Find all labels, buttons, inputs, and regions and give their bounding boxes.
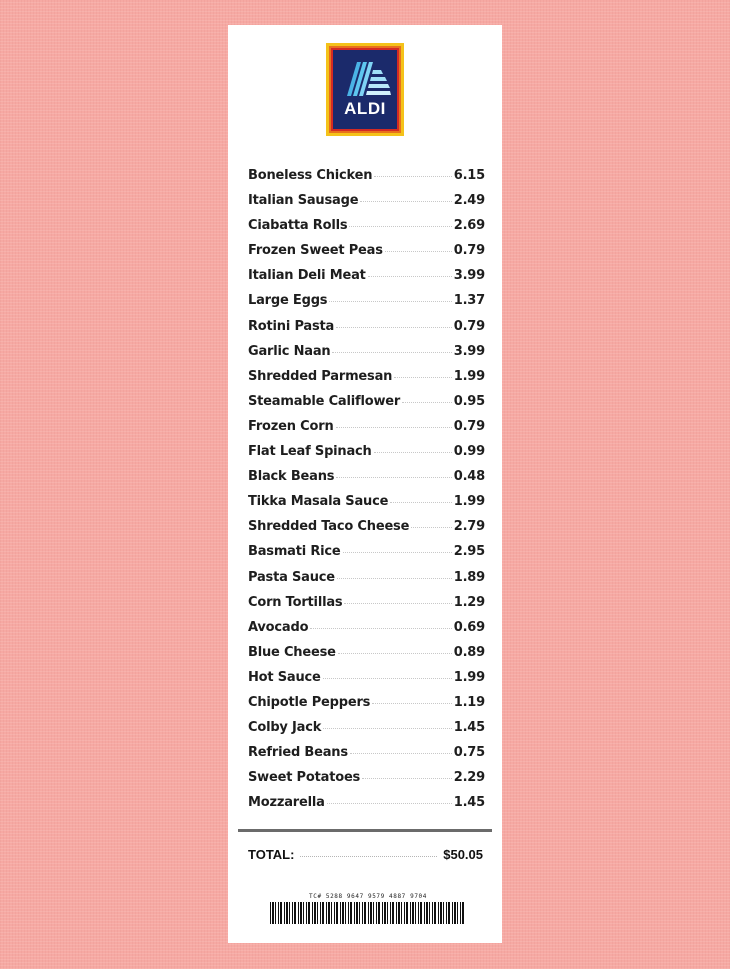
item-price: 1.45 [453,795,485,811]
dotted-leader [327,803,452,804]
item-name: Basmati Rice [248,544,341,560]
dotted-leader [349,226,451,227]
dotted-leader [402,402,452,403]
item-price: 6.15 [453,168,485,183]
dotted-leader [362,778,452,779]
item-price: 0.95 [453,393,485,409]
item-name: Avocado [248,619,309,635]
list-item [248,469,485,494]
item-price: 0.79 [453,318,485,334]
list-item [248,795,485,820]
barcode-number: TC# 5288 9647 9579 4887 9704 [309,893,427,900]
item-name: Black Beans [248,469,335,485]
list-item [248,268,485,293]
item-price: 2.69 [453,218,485,234]
list-item [248,595,485,620]
item-price: 0.48 [453,469,485,485]
list-item [248,720,485,745]
list-item [248,770,485,795]
item-list [248,168,485,820]
item-price: 1.99 [453,368,485,384]
barcode-section [270,893,466,924]
total-separator [238,829,492,832]
list-item [248,344,485,369]
dotted-leader [390,502,452,503]
item-name: Colby Jack [248,720,322,736]
item-price: 0.89 [453,644,485,660]
dotted-leader [310,628,451,629]
dotted-leader [394,377,452,378]
item-name: Steamable Califlower [248,393,401,409]
item-price: 1.99 [453,494,485,510]
item-price: 1.19 [453,694,485,710]
item-price: 3.99 [453,343,485,359]
list-item [248,369,485,394]
item-name: Tikka Masala Sauce [248,494,389,510]
item-price: 2.79 [453,519,485,535]
dotted-leader [372,703,451,704]
item-name: Corn Tortillas [248,594,343,610]
item-price: 2.49 [453,193,485,209]
dotted-leader [374,452,452,453]
list-item [248,544,485,569]
item-name: Sweet Potatoes [248,770,361,786]
list-item [248,218,485,243]
total-row [248,847,483,862]
dotted-leader [337,578,452,579]
dotted-leader [368,276,452,277]
list-item [248,168,485,193]
dotted-leader [336,477,451,478]
item-name: Mozzarella [248,795,325,811]
dotted-leader [350,753,452,754]
aldi-stripes-icon [347,62,391,96]
dotted-leader [344,603,451,604]
list-item [248,519,485,544]
aldi-logo-text: ALDI [344,99,386,118]
item-price: 1.99 [453,669,485,685]
dotted-leader [360,201,451,202]
item-price: 3.99 [453,268,485,284]
dotted-leader [385,251,452,252]
list-item [248,243,485,268]
item-name: Ciabatta Rolls [248,218,348,234]
item-name: Italian Sausage [248,193,359,209]
dotted-leader [329,301,451,302]
item-name: Shredded Taco Cheese [248,519,410,535]
item-name: Rotini Pasta [248,318,335,334]
item-name: Hot Sauce [248,669,321,685]
item-name: Refried Beans [248,745,348,761]
dotted-leader [338,653,452,654]
dotted-leader [374,176,451,177]
item-name: Chipotle Peppers [248,694,371,710]
list-item [248,394,485,419]
list-item [248,645,485,670]
dotted-leader [336,427,452,428]
item-price: 0.69 [453,619,485,635]
list-item [248,670,485,695]
dotted-leader [336,327,452,328]
dotted-leader [300,856,437,857]
list-item [248,419,485,444]
item-name: Boneless Chicken [248,168,373,183]
list-item [248,745,485,770]
receipt [228,25,502,943]
item-name: Italian Deli Meat [248,268,366,284]
dotted-leader [323,728,452,729]
dotted-leader [332,352,451,353]
list-item [248,444,485,469]
aldi-logo [326,43,404,136]
total-label: TOTAL: [248,847,295,862]
item-price: 0.99 [453,444,485,460]
item-price: 1.37 [453,293,485,309]
item-price: 0.79 [453,243,485,259]
barcode-icon [270,902,466,924]
list-item [248,494,485,519]
list-item [248,293,485,318]
item-name: Frozen Sweet Peas [248,243,383,259]
list-item [248,193,485,218]
list-item [248,620,485,645]
item-price: 1.29 [453,594,485,610]
dotted-leader [343,552,452,553]
item-name: Frozen Corn [248,418,334,434]
item-price: 0.75 [453,745,485,761]
item-price: 1.89 [453,569,485,585]
dotted-leader [411,527,452,528]
dotted-leader [323,678,452,679]
item-name: Garlic Naan [248,343,331,359]
item-price: 0.79 [453,418,485,434]
item-name: Pasta Sauce [248,569,335,585]
item-price: 2.29 [453,770,485,786]
list-item [248,695,485,720]
list-item [248,319,485,344]
item-name: Blue Cheese [248,644,336,660]
total-amount: $50.05 [443,847,483,862]
item-name: Large Eggs [248,293,328,309]
item-price: 2.95 [453,544,485,560]
list-item [248,570,485,595]
item-name: Shredded Parmesan [248,368,393,384]
item-name: Flat Leaf Spinach [248,444,372,460]
item-price: 1.45 [453,720,485,736]
